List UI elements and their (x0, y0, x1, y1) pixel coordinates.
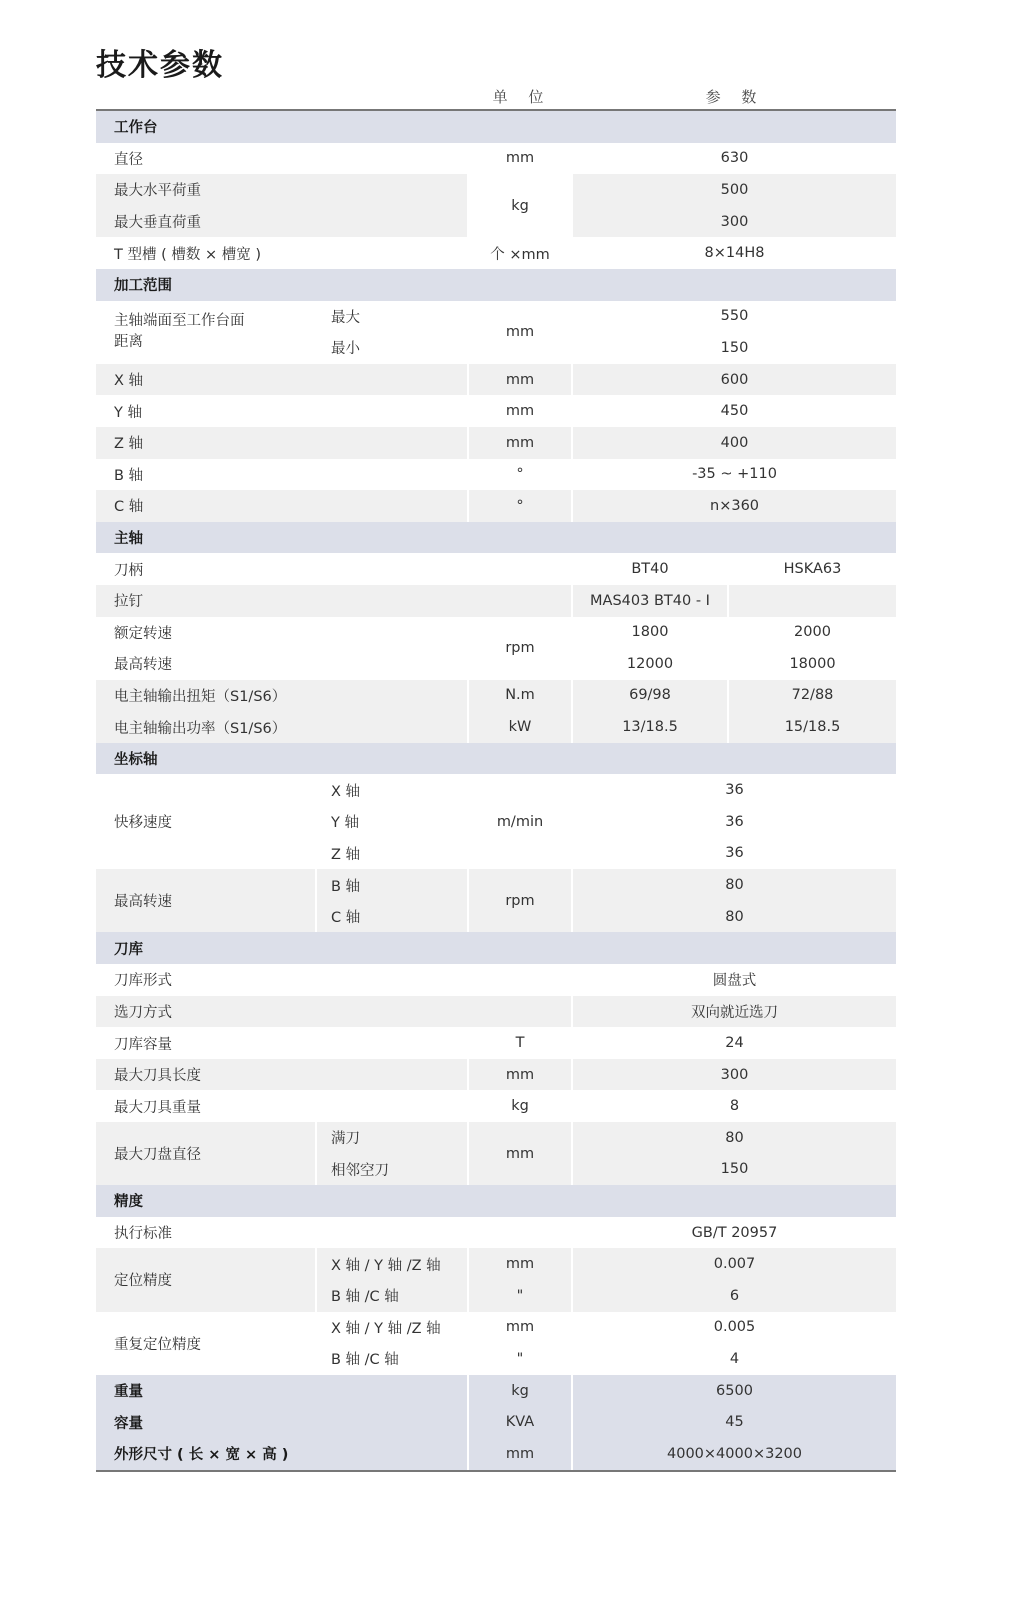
table-row (96, 395, 896, 427)
row-label-line1: 主轴端面至工作台面 (114, 313, 245, 330)
row-value: 4000×4000×3200 (572, 1438, 896, 1471)
row-label: Z 轴 (96, 427, 468, 459)
row-value: 0.007 (572, 1248, 896, 1280)
row-label: 电主轴输出扭矩（S1/S6） (96, 680, 468, 712)
spec-table (96, 109, 896, 1472)
table-row (96, 490, 896, 522)
param-column-header: 参 数 (705, 88, 765, 106)
section-tool-magazine (96, 932, 896, 964)
row-unit: mm (468, 301, 572, 364)
table-row (96, 964, 896, 996)
row-value: 8×14H8 (572, 237, 896, 269)
row-value: 600 (572, 364, 896, 396)
row-unit: mm (468, 364, 572, 396)
table-row (96, 1090, 896, 1122)
table-row-capacity (96, 1406, 896, 1438)
table-row-dimensions (96, 1438, 896, 1471)
row-sublabel: X 轴 (316, 774, 468, 806)
row-label (96, 301, 316, 364)
row-unit: mm (468, 1248, 572, 1280)
row-label-line2: 距离 (114, 334, 143, 351)
row-value: 8 (572, 1090, 896, 1122)
section-machining-range (96, 269, 896, 301)
row-value: 400 (572, 427, 896, 459)
row-value-2: 72/88 (728, 680, 896, 712)
section-coordinate-axes (96, 743, 896, 775)
row-unit: kg (468, 1090, 572, 1122)
row-value-1: 12000 (572, 648, 728, 680)
table-row (96, 1217, 896, 1249)
row-value: 36 (572, 774, 896, 806)
table-row (96, 364, 896, 396)
row-unit: N.m (468, 680, 572, 712)
section-label: 精度 (96, 1185, 896, 1217)
row-sublabel: X 轴 / Y 轴 /Z 轴 (316, 1248, 468, 1280)
row-label: 直径 (96, 143, 468, 175)
row-sublabel: Y 轴 (316, 806, 468, 838)
row-unit: 个 ×mm (468, 237, 572, 269)
row-label: 最高转速 (96, 648, 468, 680)
row-unit: KVA (468, 1406, 572, 1438)
section-label: 坐标轴 (96, 743, 896, 775)
row-unit: ° (468, 490, 572, 522)
row-sublabel: Z 轴 (316, 838, 468, 870)
section-label: 工作台 (96, 110, 896, 143)
table-row (96, 680, 896, 712)
row-value-1: 13/18.5 (572, 711, 728, 743)
row-unit: mm (468, 143, 572, 175)
row-sublabel: B 轴 (316, 869, 468, 901)
row-value: 0.005 (572, 1312, 896, 1344)
row-unit: mm (468, 1122, 572, 1185)
row-label: 拉钉 (96, 585, 572, 617)
row-value-1: 69/98 (572, 680, 728, 712)
row-unit: mm (468, 1059, 572, 1091)
row-sublabel: 相邻空刀 (316, 1154, 468, 1186)
row-label: 最大垂直荷重 (96, 206, 468, 238)
row-value: 150 (572, 332, 896, 364)
table-row (96, 174, 896, 206)
row-value: 80 (572, 869, 896, 901)
row-value: 6 (572, 1280, 896, 1312)
row-label: 最大刀盘直径 (96, 1122, 316, 1185)
row-value: 80 (572, 901, 896, 933)
row-label: 执行标准 (96, 1217, 572, 1249)
table-row (96, 237, 896, 269)
row-label: 外形尺寸 ( 长 × 宽 × 高 ) (96, 1438, 468, 1471)
row-value: 6500 (572, 1375, 896, 1407)
row-unit: rpm (468, 617, 572, 680)
row-unit: kg (468, 1375, 572, 1407)
row-label: 重复定位精度 (96, 1312, 316, 1375)
row-unit: " (468, 1343, 572, 1375)
table-row (96, 869, 896, 901)
table-row (96, 1027, 896, 1059)
row-value: 630 (572, 143, 896, 175)
row-unit: m/min (468, 774, 572, 869)
row-label: 最大刀具重量 (96, 1090, 468, 1122)
unit-column-header: 单 位 (492, 88, 552, 106)
section-precision (96, 1185, 896, 1217)
row-unit: mm (468, 1312, 572, 1344)
row-unit: mm (468, 427, 572, 459)
row-label: B 轴 (96, 459, 468, 491)
row-unit: mm (468, 395, 572, 427)
row-label: 最高转速 (96, 869, 316, 932)
table-row (96, 1059, 896, 1091)
row-value: 36 (572, 806, 896, 838)
row-value: GB/T 20957 (572, 1217, 896, 1249)
row-value-2: 18000 (728, 648, 896, 680)
row-value: 80 (572, 1122, 896, 1154)
table-row (96, 1248, 896, 1280)
row-value: 圆盘式 (572, 964, 896, 996)
table-row (96, 459, 896, 491)
row-label: C 轴 (96, 490, 468, 522)
row-label: 刀库形式 (96, 964, 572, 996)
row-value: n×360 (572, 490, 896, 522)
row-value: 双向就近选刀 (572, 996, 896, 1028)
table-row (96, 1312, 896, 1344)
row-value: 550 (572, 301, 896, 333)
row-sublabel: B 轴 /C 轴 (316, 1343, 468, 1375)
table-row (96, 553, 896, 585)
row-value: 4 (572, 1343, 896, 1375)
row-value-1: 1800 (572, 617, 728, 649)
section-label: 主轴 (96, 522, 896, 554)
row-label: 最大水平荷重 (96, 174, 468, 206)
section-label: 加工范围 (96, 269, 896, 301)
row-value: 36 (572, 838, 896, 870)
row-value: 150 (572, 1154, 896, 1186)
row-value: 45 (572, 1406, 896, 1438)
table-row (96, 585, 896, 617)
row-sublabel: B 轴 /C 轴 (316, 1280, 468, 1312)
table-row-weight (96, 1375, 896, 1407)
row-unit: T (468, 1027, 572, 1059)
row-value: 450 (572, 395, 896, 427)
row-sublabel: C 轴 (316, 901, 468, 933)
section-workbench (96, 110, 896, 143)
row-label: 电主轴输出功率（S1/S6） (96, 711, 468, 743)
row-label: Y 轴 (96, 395, 468, 427)
table-row (96, 617, 896, 649)
row-unit: ° (468, 459, 572, 491)
row-sublabel: 满刀 (316, 1122, 468, 1154)
table-row (96, 1122, 896, 1154)
row-label: 刀柄 (96, 553, 572, 585)
row-label: T 型槽 ( 槽数 × 槽宽 ) (96, 237, 468, 269)
row-sublabel: 最小 (316, 332, 468, 364)
table-row (96, 996, 896, 1028)
table-row (96, 301, 896, 333)
table-row (96, 774, 896, 806)
row-value-2: 2000 (728, 617, 896, 649)
row-sublabel: X 轴 / Y 轴 /Z 轴 (316, 1312, 468, 1344)
row-value-2: 15/18.5 (728, 711, 896, 743)
row-unit: rpm (468, 869, 572, 932)
row-label: 容量 (96, 1406, 468, 1438)
row-label: 快移速度 (96, 774, 316, 869)
row-unit: mm (468, 1438, 572, 1471)
row-value: -35 ~ +110 (572, 459, 896, 491)
row-label: 重量 (96, 1375, 468, 1407)
table-row (96, 143, 896, 175)
row-unit: " (468, 1280, 572, 1312)
table-row (96, 711, 896, 743)
row-label: 刀库容量 (96, 1027, 468, 1059)
row-sublabel: 最大 (316, 301, 468, 333)
row-label: X 轴 (96, 364, 468, 396)
row-label: 额定转速 (96, 617, 468, 649)
table-row (96, 427, 896, 459)
row-value: 500 (572, 174, 896, 206)
row-value-2 (728, 585, 896, 617)
row-value-2: HSKA63 (728, 553, 896, 585)
row-value-1: MAS403 BT40 - I (572, 585, 728, 617)
row-value: 300 (572, 1059, 896, 1091)
row-unit: kg (468, 174, 572, 237)
row-value: 300 (572, 206, 896, 238)
section-label: 刀库 (96, 932, 896, 964)
page-title: 技术参数 (96, 48, 224, 83)
row-value: 24 (572, 1027, 896, 1059)
row-unit: kW (468, 711, 572, 743)
row-value-1: BT40 (572, 553, 728, 585)
section-spindle (96, 522, 896, 554)
row-label: 选刀方式 (96, 996, 572, 1028)
row-label: 最大刀具长度 (96, 1059, 468, 1091)
row-label: 定位精度 (96, 1248, 316, 1311)
